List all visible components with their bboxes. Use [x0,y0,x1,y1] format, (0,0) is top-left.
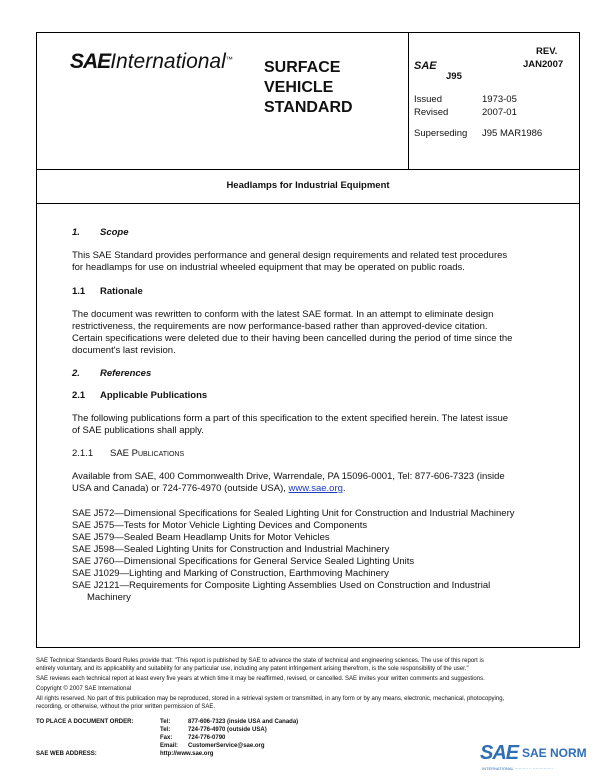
revised-label: Revised [414,107,449,118]
revised-value: 2007-01 [482,107,517,118]
section-heading: Scope [100,227,129,238]
sae-norm-subtext: INTERNATIONAL ·········· ·· ··············· [482,766,553,771]
section-heading: SAE Publications [110,448,185,459]
sae-international-logo: SAEInternational™ [70,50,233,73]
rationale-paragraph: The document was rewritten to conform with the latest SAE format. In an attempt to eliminate design restrictiveness, the requirements are now performance-based rather than approved-device citation. Certain specifications were deleted due to their having been cancelled during the period of time since the document's last revision. [72,309,513,356]
section-number: 2.1.1 [72,448,94,459]
web-label: SAE WEB ADDRESS: [36,751,97,757]
section-heading: Rationale [100,286,143,297]
section-heading: Applicable Publications [100,390,208,401]
section-number: 1. [72,227,80,238]
web-link[interactable]: http://www.sae.org [160,751,214,757]
reference-item: SAE J1029—Lighting and Marking of Construction, Earthmoving Machinery [72,568,389,579]
footer-rules-text: SAE Technical Standards Board Rules provide that: "This report is published by SAE to advance the state of technical and engineering sciences. The use of this report is entirely voluntary, and its applicability and suitability for any particular use, including any patent infringement arising therefrom, is the sole responsibility of the user." SAE reviews each technical report at least every five years at which time it may be reaffirmed, revised, or cancelled. SAE invites your written comments and suggestions. Copyright © 2007 SAE International All rights reserved. No part of this publication may be reproduced, stored in a retrieval system or transmitted, in any form or by any means, electronic, mechanical, photocopying, recording, or otherwise, without the prior written permission of SAE. [36,658,505,710]
standard-type: SURFACE VEHICLE STANDARD [264,59,353,116]
section-number: 2.1 [72,390,86,401]
sae-website-link[interactable]: www.sae.org [288,483,343,494]
reference-item: SAE J572—Dimensional Specifications for Sealed Lighting Unit for Construction and Industrial Machinery [72,508,515,519]
reference-item: SAE J760—Dimensional Specifications for General Service Sealed Lighting Units [72,556,415,567]
reference-item: SAE J598—Sealed Lighting Units for Construction and Industrial Machinery [72,544,390,555]
section-heading: References [100,368,152,379]
reference-item: SAE J2121—Requirements for Composite Lighting Assemblies Used on Construction and Industrial [72,580,491,591]
sae-norm-logo: SAE [480,742,519,764]
section-number: 1.1 [72,286,86,297]
superseding-label: Superseding [414,128,468,139]
document-title: Headlamps for Industrial Equipment [226,180,390,191]
doc-sae-logo: SAE [414,60,437,72]
doc-number: J95 [446,71,462,82]
rev-date: JAN2007 [523,59,564,70]
order-label: TO PLACE A DOCUMENT ORDER: [36,719,134,725]
rev-label: REV. [536,46,558,57]
issued-value: 1973-05 [482,94,517,105]
sae-norm-text: SAE NORM [522,746,587,760]
availability-paragraph: Available from SAE, 400 Commonwealth Drive, Warrendale, PA 15096-0001, Tel: 877-606-7323 (inside USA and Canada) or 724-776-4970 (outside USA), www.sae.org. [72,471,505,494]
issued-label: Issued [414,94,442,105]
superseding-value: J95 MAR1986 [482,128,543,139]
section-number: 2. [72,368,80,379]
reference-item: SAE J579—Sealed Beam Headlamp Units for Motor Vehicles [72,532,330,543]
divider [408,32,409,169]
applicable-publications-paragraph: The following publications form a part of this specification to the extent specified herein. The latest issue of SAE publications shall apply. [72,413,509,436]
scope-paragraph: This SAE Standard provides performance and general design requirements and related test procedures for headlamps for use on industrial wheeled equipment that may be operated on public roads. [72,250,508,273]
reference-item: SAE J575—Tests for Motor Vehicle Lighting Devices and Components [72,520,368,531]
contact-labels: Tel: Tel: Fax: Email: [160,719,179,749]
divider [36,203,580,204]
contact-values: 877-606-7323 (inside USA and Canada) 724-776-4970 (outside USA) 724-776-0790 CustomerService@sae.org [188,719,299,749]
divider [36,169,580,170]
email-link[interactable]: CustomerService@sae.org [188,743,265,749]
reference-item: Machinery [87,592,131,603]
